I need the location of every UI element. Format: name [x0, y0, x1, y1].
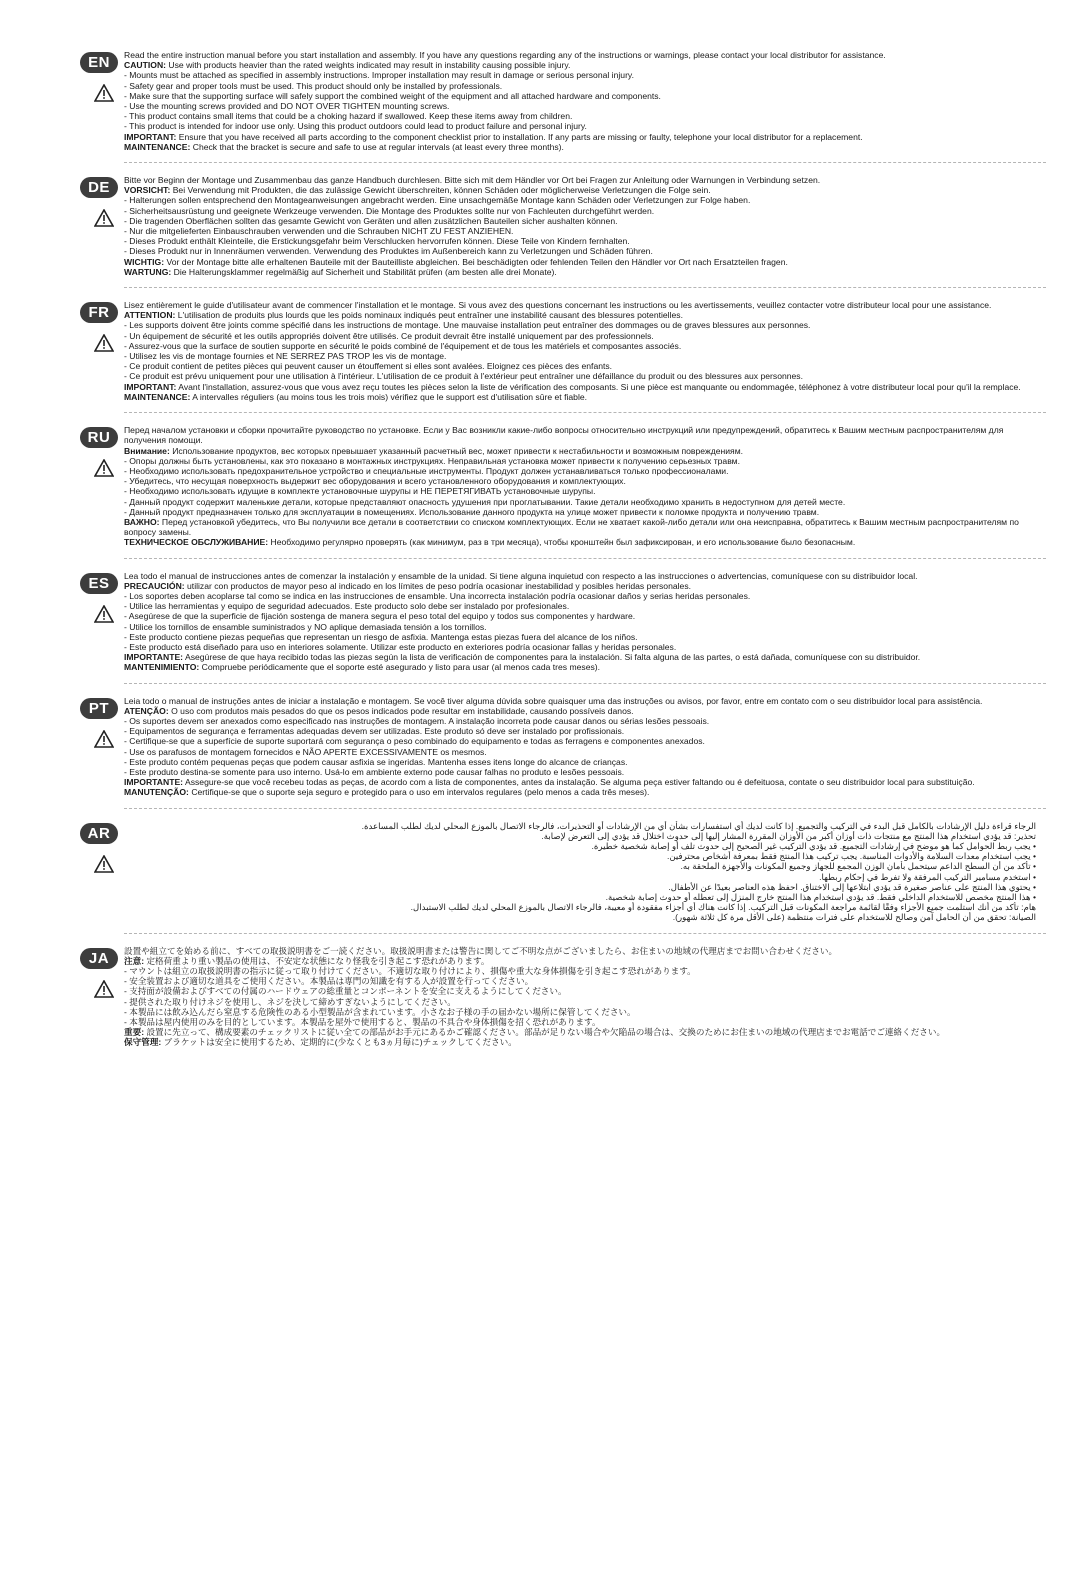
list-item: • يحتوي هذا المنتج على عناصر صغيرة قد يؤدي ابتلاعها إلى الاختناق. احفظ هذه العناصر بعيدًا عن الأطفال.	[668, 881, 1036, 892]
intro-text: Leia todo o manual de instruções antes de iniciar a instalação e montagem. Se você tiver alguma dúvida sobre quaisquer uma das instruções ou avisos, por favor, entre em contato com o seu distribuidor local para assistência.	[124, 695, 983, 706]
list-item: - This product contains small items that could be a choking hazard if swallowed. Keep these items away from children.	[124, 111, 573, 122]
list-item: - Необходимо использовать идущие в комплекте установочные шурупы и НЕ ПЕРЕТЯГИВАТЬ установочные шурупы.	[124, 486, 596, 497]
warning-triangle-icon	[94, 980, 114, 998]
caution-text: Внимание: Использование продуктов, вес которых превышает указанный расчетный вес, может привести к нестабильности и возможным повреждениям.	[124, 445, 743, 456]
section-ja	[80, 946, 1046, 1048]
warning-triangle-icon	[94, 334, 114, 352]
section-divider	[124, 933, 1046, 934]
intro-text: الرجاء قراءة دليل الإرشادات بالكامل قبل البدء في التركيب والتجميع. إذا كانت لديك أي استفسارات بشأن أي من الإرشادات أو التحذيرات، فالرجاء الاتصال بالموزع المحلي لديك لطلب المساعدة.	[361, 820, 1036, 831]
list-item: - Utilisez les vis de montage fournies et NE SERREZ PAS TROP les vis de montage.	[124, 351, 447, 362]
list-item: • هذا المنتج مخصص للاستخدام الداخلي فقط. قد يؤدي استخدام هذا المنتج خارج المنزل إلى تعطله أو حدوث إصابة شخصية.	[605, 892, 1036, 903]
caution-text: 注意: 定格荷重より重い製品の使用は、不安定な状態になり怪我を引き起こす恐れがあります。	[124, 955, 490, 966]
list-item: - Safety gear and proper tools must be used. This product should only be installed by professionals.	[124, 80, 503, 91]
list-item: - Los soportes deben acoplarse tal como se indica en las instrucciones de ensamble. Una incorrecta instalación podría ocasionar daños y serias heridas personales.	[124, 590, 751, 601]
warning-triangle-icon	[94, 209, 114, 227]
list-item: • يجب ربط الحوامل كما هو موضح في إرشادات التجميع. قد يؤدي التركيب غير الصحيح إلى حدوث تلف أو إصابة شخصية خطيرة.	[591, 841, 1036, 851]
maintenance-text: MANTENIMIENTO: Compruebe periódicamente que el soporte esté asegurado y listo para usar (al menos cada tres meses).	[124, 662, 601, 673]
section-divider	[124, 287, 1046, 288]
warning-triangle-icon	[94, 605, 114, 623]
important-text: IMPORTANT: Avant l'installation, assurez-vous que vous avez reçu toutes les pièces selon la liste de vérification des composants. Si une pièce est manquante ou endommagée, téléphonez à votre distributeur local pour qu'il la remplace.	[124, 381, 1021, 392]
list-item: - Sicherheitsausrüstung und geeignete Werkzeuge verwenden. Die Montage des Produktes sollte nur von Fachleuten durchgeführt werden.	[124, 205, 655, 216]
list-item: - Данный продукт предназначен только для эксплуатации в помещениях. Использование данного продукта на улице может привести к поломке продукта и получению травм.	[124, 506, 820, 517]
maintenance-text: WARTUNG: Die Halterungsklammer regelmäßig auf Sicherheit und Stabilität prüfen (am besten alle drei Monate).	[124, 266, 557, 277]
list-item: - Utilice las herramientas y equipo de seguridad adecuados. Este producto solo debe ser instalado por profesionales.	[124, 601, 570, 612]
intro-text: Lisez entièrement le guide d'utilisateur avant de commencer l'installation et le montage. Si vous avez des questions concernant les instructions ou les avertissements, veuillez contacter votre distributeur local pour une assistance.	[124, 300, 992, 311]
maintenance-text: ТЕХНИЧЕСКОЕ ОБСЛУЖИВАНИЕ: Необходимо регулярно проверять (как минимум, раз в три месяца), чтобы кронштейн был зафиксирован, и его использование было безопасным.	[124, 537, 856, 548]
list-item: - Use the mounting screws provided and DO NOT OVER TIGHTEN mounting screws.	[124, 101, 450, 112]
section-ar	[80, 821, 1046, 923]
section-divider	[124, 162, 1046, 163]
list-item: - Die tragenden Oberflächen sollten das gesamte Gewicht von Geräten und allen zusätzlichen Bauteilen sicher aushalten können.	[124, 215, 618, 226]
caution-text: CAUTION: Use with products heavier than the rated weights indicated may result in instability causing possible injury.	[124, 60, 571, 71]
section-de	[80, 175, 1046, 277]
list-item: - Este producto contiene piezas pequeñas que representan un riesgo de asfixia. Mantenga estas piezas fuera del alcance de los niños.	[124, 631, 638, 642]
section-divider	[124, 808, 1046, 809]
language-badge-pt: PT	[80, 698, 118, 719]
warning-triangle-icon	[94, 84, 114, 102]
important-text: 重要: 設置に先立って、構成要素のチェックリストに従い全ての部品がお手元にあるかご確認ください。部品が足りない場合や欠陥品の場合は、交換のためにお住まいの地域の代理店までお電話でご連絡ください。	[124, 1027, 946, 1038]
section-divider	[124, 683, 1046, 684]
section-fr	[80, 300, 1046, 402]
maintenance-text: MAINTENANCE: A intervalles réguliers (au moins tous les trois mois) vérifiez que le support est d'utilisation sûre et fiable.	[124, 391, 588, 402]
intro-text: Lea todo el manual de instrucciones antes de comenzar la instalación y ensamble de la unidad. Si tiene alguna inquietud con respecto a las instrucciones o advertencias, comuníquese con su distribuidor local.	[124, 570, 918, 581]
important-text: ВАЖНО: Перед установкой убедитесь, что Вы получили все детали в соответствии со списком комплектующих. Если не хватает какой-либо детали или она неисправна, обратитесь к Вашим местным распространителям по вопросу замены.	[124, 516, 1019, 538]
list-item: • تأكد من أن السطح الداعم سيتحمل بأمان الوزن المجمع للجهاز وجميع المكونات والأجهزة الملحقة به.	[680, 861, 1036, 872]
language-badge-ru: RU	[80, 427, 118, 448]
warning-triangle-icon	[94, 855, 114, 873]
list-item: - Asegúrese de que la superficie de fijación sostenga de manera segura el peso total del equipo y todos sus componentes y hardware.	[124, 611, 636, 622]
list-item: - Dieses Produkt nur in Innenräumen verwenden. Verwendung des Produktes im Außenbereich kann zu Verletzungen und Schäden führen.	[124, 246, 653, 257]
list-item: - 本製品には飲み込んだら窒息する危険性のある小型製品が含まれています。小さなお子様の手の届かない場所に保管してください。	[124, 1006, 636, 1017]
list-item: - マウントは組立の取扱説明書の指示に従って取り付けてください。不適切な取り付けにより、損傷や重大な身体損傷を引き起こす恐れがあります。	[124, 966, 696, 977]
list-item: - Dieses Produkt enthält Kleinteile, die Erstickungsgefahr beim Verschlucken hervorrufen können. Diese Teile von Kindern fernhalten.	[124, 236, 630, 247]
maintenance-text: MAINTENANCE: Check that the bracket is secure and safe to use at regular intervals (at least every three months).	[124, 141, 564, 152]
language-badge-en: EN	[80, 52, 118, 73]
important-text: IMPORTANT: Ensure that you have received all parts according to the component checklist prior to installation. If any parts are missing or faulty, telephone your local distributor for a replacement.	[124, 131, 863, 142]
list-item: - Un équipement de sécurité et les outils appropriés doivent être utilisés. Ce produit devrait être installé uniquement par des professionnels.	[124, 330, 654, 341]
warning-triangle-icon	[94, 459, 114, 477]
intro-text: Bitte vor Beginn der Montage und Zusammenbau das ganze Handbuch durchlesen. Bitte sich mit dem Händler vor Ort bei Fragen zur Anleitung oder Warnungen in Verbindung setzen.	[124, 175, 821, 186]
important-text: IMPORTANTE: Assegure-se que você recebeu todas as peças, de acordo com a lista de componentes, antes da instalação. Se alguma peça estiver faltando ou é defeituosa, contate o seu distribuidor local para substituição.	[124, 777, 975, 788]
list-item: - Mounts must be attached as specified in assembly instructions. Improper installation may result in damage or serious personal injury.	[124, 70, 634, 81]
section-divider	[124, 558, 1046, 559]
language-badge-es: ES	[80, 573, 118, 594]
important-text: IMPORTANTE: Asegúrese de que haya recibido todas las piezas según la lista de verificación de componentes para la instalación. Si falta alguna de las partes, o está dañada, comuníquese con su distribuidor.	[124, 652, 921, 663]
list-item: - Ce produit est prévu uniquement pour une utilisation à l'intérieur. L'utilisation de ce produit à l'extérieur peut entraîner une défaillance du produit ou des blessures aux personnes.	[124, 371, 803, 382]
list-item: - Use os parafusos de montagem fornecidos e NÃO APERTE EXCESSIVAMENTE os mesmos.	[124, 746, 487, 757]
list-item: - 安全装置および適切な道具をご使用ください。本製品は専門の知識を有する人が設置を行ってください。	[124, 976, 534, 987]
list-item: • يجب استخدام معدات السلامة والأدوات المناسبة. يجب تركيب هذا المنتج فقط بمعرفة أشخاص محترفين.	[667, 851, 1036, 862]
section-en	[80, 50, 1046, 152]
list-item: - Необходимо использовать предохранительное устройство и специальные инструменты. Продукт должен устанавливаться только профессионалами.	[124, 465, 729, 476]
list-item: • استخدم مسامير التركيب المرفقة ولا تفرط في إحكام ربطها.	[819, 871, 1036, 882]
section-ru	[80, 425, 1046, 547]
caution-text: VORSICHT: Bei Verwendung mit Produkten, die das zulässige Gewicht überschreiten, können Schäden oder möglicherweise Verletzungen die Folge sein.	[124, 185, 711, 196]
list-item: - 本製品は屋内使用のみを目的としています。本製品を屋外で使用すると、製品の不具合や身体損傷を招く恐れがあります。	[124, 1017, 601, 1028]
maintenance-text: 保守管理: ブラケットは安全に使用するため、定期的に(少なくとも3ヵ月毎に)チェックしてください。	[124, 1037, 517, 1048]
language-badge-ar: AR	[80, 823, 118, 844]
list-item: - This product is intended for indoor use only. Using this product outdoors could lead to product failure and personal injury.	[124, 121, 587, 132]
caution-text: PRECAUCIÓN: utilizar con productos de mayor peso al indicado en los límites de peso podría ocasionar inestabilidad y posibles heridas personales.	[124, 580, 692, 591]
intro-text: 設置や組立てを始める前に、すべての取扱説明書をご一読ください。取扱説明書または警告に関してご不明な点がございましたら、お住まいの地域の代理店までお問い合わせください。	[124, 945, 838, 956]
list-item: - Assurez-vous que la surface de soutien supporte en sécurité le poids combiné de l'équipement et de tous les matériels et composantes associés.	[124, 340, 682, 351]
section-divider	[124, 412, 1046, 413]
caution-text: تحذير: قد يؤدي استخدام هذا المنتج مع منتجات ذات أوزان أكبر من الأوزان المقررة المشار إليها إلى حدوث اختلال قد يؤدي إلى التعرض لإصابة.	[541, 830, 1036, 841]
list-item: - Este producto está diseñado para uso en interiores solamente. Utilizar este producto en exteriores podría ocasionar fallas y heridas personales.	[124, 641, 677, 652]
list-item: - Les supports doivent être joints comme spécifié dans les instructions de montage. Une mauvaise installation peut entraîner des dommages ou de graves blessures aux personnes.	[124, 320, 811, 331]
important-text: هام: تأكد من أنك استلمت جميع الأجزاء وفقًا لقائمة مراجعة المكونات قبل التركيب. إذا كانت هناك أي أجزاء مفقودة أو معيبة، فالرجاء الاتصال بالموزع المحلي لديك لطلب الاستبدال.	[410, 902, 1036, 913]
maintenance-text: MANUTENÇÃO: Certifique-se que o suporte seja seguro e protegido para o uso em intervalos regulares (pelo menos a cada três meses).	[124, 787, 650, 798]
list-item: - Данный продукт содержит маленькие детали, которые представляют опасность удушения при проглатывании. Такие детали необходимо хранить в недоступном для детей месте.	[124, 496, 846, 507]
warning-triangle-icon	[94, 730, 114, 748]
section-es	[80, 571, 1046, 673]
section-pt	[80, 696, 1046, 798]
language-badge-ja: JA	[80, 948, 118, 969]
list-item: - 提供された取り付けネジを使用し、ネジを決して締めすぎないようにしてください。	[124, 996, 456, 1007]
language-badge-de: DE	[80, 177, 118, 198]
list-item: - Equipamentos de segurança e ferramentas adequadas devem ser utilizadas. Este produto só deve ser instalado por profissionais.	[124, 726, 625, 737]
list-item: - Utilice los tornillos de ensamble suministrados y NO aplique demasiada tensión a los tornillos.	[124, 621, 487, 632]
list-item: - Os suportes devem ser anexados como especificado nas instruções de montagem. A instalação incorreta pode causar danos ou sérias lesões pessoais.	[124, 715, 710, 726]
intro-text: Read the entire instruction manual before you start installation and assembly. If you have any questions regarding any of the instructions or warnings, please contact your local distributor for assistance.	[124, 50, 886, 60]
language-badge-fr: FR	[80, 302, 118, 323]
caution-text: ATENÇÃO: O uso com produtos mais pesados do que os pesos indicados pode resultar em instabilidade, causando possíveis danos.	[124, 705, 634, 716]
list-item: - Nur die mitgelieferten Einbauschrauben verwenden und die Schrauben NICHT ZU FEST ANZIEHEN.	[124, 226, 514, 237]
important-text: WICHTIG: Vor der Montage bitte alle erhaltenen Bauteile mit der Bauteilliste abgleichen. Bei beschädigten oder fehlenden Teilen den Händler vor Ort nach Ersatzteilen fragen.	[124, 256, 788, 267]
list-item: - Certifique-se que a superfície de suporte suportará com segurança o peso combinado do equipamento e todas as ferragens e componentes anexados.	[124, 736, 705, 747]
list-item: - Убедитесь, что несущая поверхность выдержит вес оборудования и всего установленного оборудования и комплектующих.	[124, 476, 626, 487]
caution-text: ATTENTION: L'utilisation de produits plus lourds que les poids nominaux indiqués peut entraîner une instabilité causant des blessures potentielles.	[124, 310, 683, 321]
list-item: - Este produto contém pequenas peças que podem causar asfixia se ingeridas. Mantenha esses itens longe do alcance de crianças.	[124, 756, 628, 767]
intro-text: Перед началом установки и сборки прочитайте руководство по установке. Если у Вас возникли какие-либо вопросы относительно инструкций или предупреждений, обратитесь к Вашим местным распространителям для получения помощи.	[124, 425, 1004, 446]
list-item: - Make sure that the supporting surface will safely support the combined weight of the equipment and all attached hardware and components.	[124, 90, 661, 101]
maintenance-text: الصيانة: تحقق من أن الحامل آمن وصالح للاستخدام على فترات منتظمة (على الأقل مرة كل ثلاثة شهور).	[672, 912, 1036, 923]
list-item: - 支持面が設備およびすべての付属のハードウェアの総重量とコンポーネントを安全に支えるようにしてください。	[124, 986, 567, 997]
list-item: - Ce produit contient de petites pièces qui peuvent causer un étouffement si elles sont avalées. Eloignez ces pièces des enfants.	[124, 361, 613, 372]
list-item: - Este produto destina-se somente para uso interno. Usá-lo em ambiente externo pode causar falhas no produto e lesões pessoais.	[124, 766, 625, 777]
list-item: - Опоры должны быть установлены, как это показано в монтажных инструкциях. Неправильная установка может привести к получению серьезных травм.	[124, 455, 740, 466]
list-item: - Halterungen sollen entsprechend den Montageanweisungen angebracht werden. Eine unsachgemäße Montage kann Schäden oder Verletzungen zur Folge haben.	[124, 195, 751, 206]
